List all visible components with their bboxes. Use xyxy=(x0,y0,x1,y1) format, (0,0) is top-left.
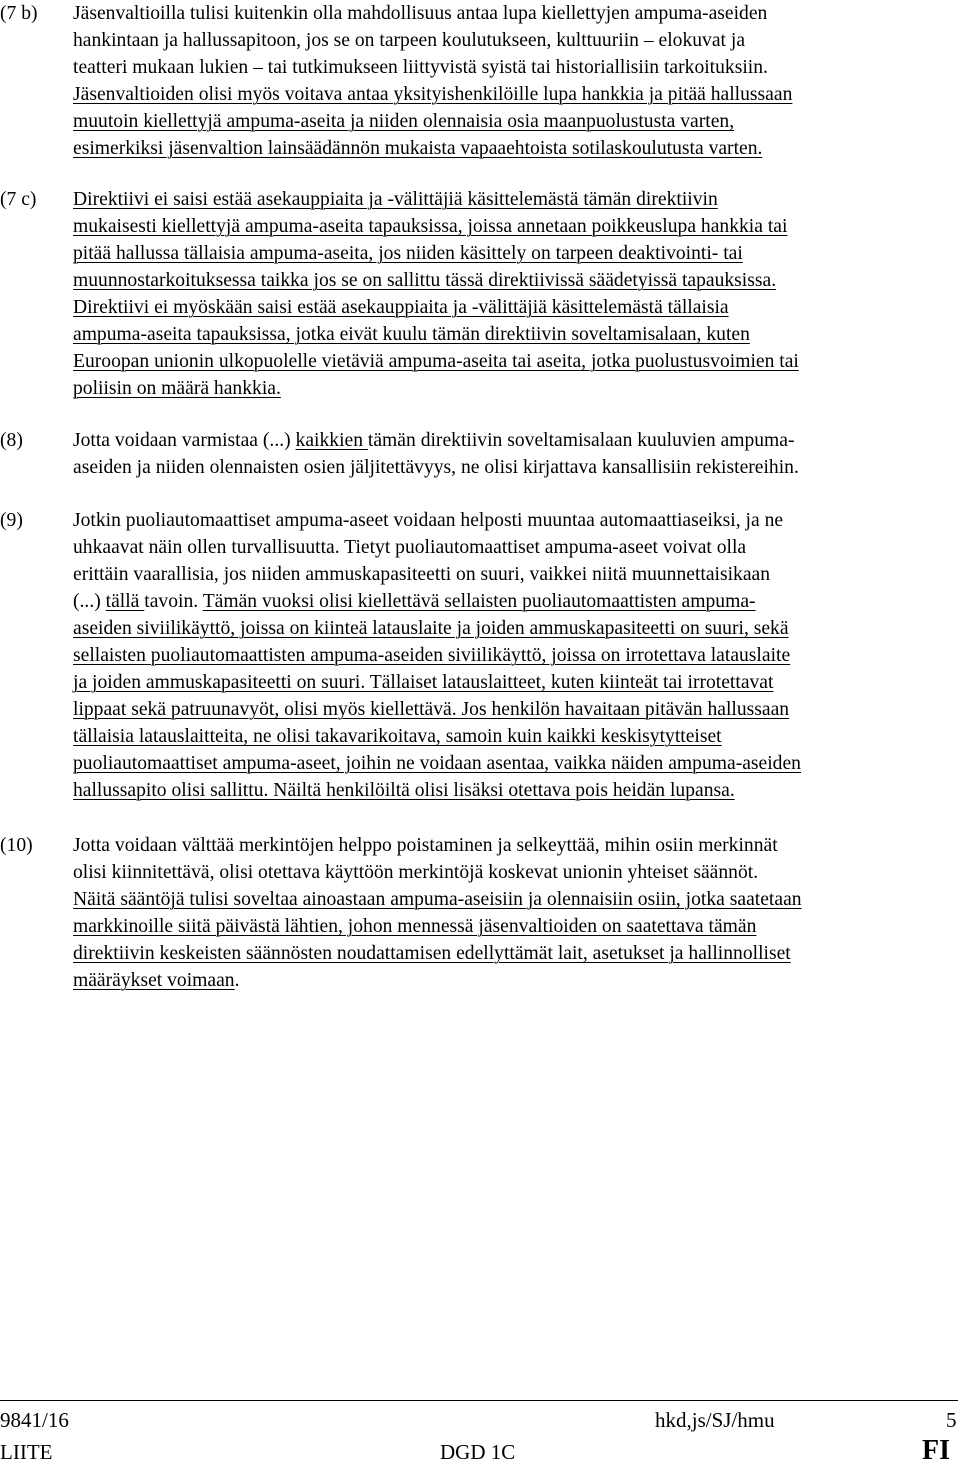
paragraph-number: (8) xyxy=(0,430,23,451)
underlined-text: direktiivin keskeisten säännösten noudattamisen edellyttämät lait, asetukset ja hallinnolliset xyxy=(73,943,791,964)
underlined-text: ampuma-aseita tapauksissa, jotka eivät kuulu tämän direktiivin soveltamisalaan, kuten xyxy=(73,324,750,345)
underlined-text: kaikkien xyxy=(295,430,368,451)
text-line xyxy=(73,0,959,27)
underlined-text: muunnostarkoituksessa taikka jos se on sallittu tässä direktiivissä säädetyissä tapauksissa. xyxy=(73,270,777,291)
text-line xyxy=(73,27,959,54)
text-line xyxy=(73,267,959,294)
paragraph-number: (10) xyxy=(0,835,33,856)
text-segment: olisi kiinnitettävä, olisi otettava käyttöön merkintöjä koskevat unionin yhteiset säännöt. xyxy=(73,862,759,883)
text-line xyxy=(73,427,959,454)
underlined-text: aseiden siviilikäyttö, joissa on kiinteä latauslaite ja joiden ammuskapasiteetti on suuri, sekä xyxy=(73,618,789,639)
text-line xyxy=(73,859,959,886)
text-line xyxy=(73,294,959,321)
text-line xyxy=(73,348,959,375)
text-segment: Jotta voidaan varmistaa (...) xyxy=(73,430,296,451)
underlined-text: Tämän vuoksi olisi kiellettävä sellaisten puoliautomaattisten ampuma- xyxy=(202,591,756,612)
text-line xyxy=(73,886,959,913)
paragraph-body xyxy=(73,427,959,481)
text-segment: Jotkin puoliautomaattiset ampuma-aseet voidaan helposti muuntaa automaattiaseiksi, ja ne xyxy=(73,510,784,531)
paragraph-number: (9) xyxy=(0,510,23,531)
text-line xyxy=(73,669,959,696)
text-segment: erittäin vaarallisia, jos niiden ammuskapasiteetti on suuri, vaikkei niitä muunnettaisikaan xyxy=(73,564,771,585)
text-line xyxy=(73,534,959,561)
underlined-text: markkinoille siitä päivästä lähtien, johon mennessä jäsenvaltioiden on saatettava tämän xyxy=(73,916,757,937)
text-line xyxy=(73,642,959,669)
text-line xyxy=(73,561,959,588)
text-segment: teatteri mukaan lukien – tai tutkimukseen liittyvistä syistä tai historiallisiin tarkoituksiin. xyxy=(73,57,768,78)
text-line xyxy=(73,135,959,162)
text-line xyxy=(73,321,959,348)
text-line xyxy=(73,454,959,481)
underlined-text: muutoin kiellettyjä ampuma-aseita ja niiden olennaisia osia maanpuolustusta varten, xyxy=(73,111,735,132)
text-segment: (...) xyxy=(73,591,106,612)
text-line xyxy=(73,750,959,777)
footer-doc-number: 9841/16 xyxy=(0,1408,69,1432)
underlined-text: poliisin on määrä hankkia. xyxy=(73,378,281,399)
footer-dg: DGD 1C xyxy=(440,1440,516,1464)
underlined-text: mukaisesti kiellettyjä ampuma-aseita tapauksissa, joissa annetaan poikkeuslupa hankkia tai xyxy=(73,216,788,237)
text-line xyxy=(73,81,959,108)
text-line xyxy=(73,940,959,967)
text-line xyxy=(73,777,959,804)
underlined-text: Jäsenvaltioiden olisi myös voitava antaa yksityishenkilöille lupa hankkia ja pitää hallussaan xyxy=(73,84,793,105)
text-segment: . xyxy=(234,970,240,991)
paragraph-body xyxy=(73,507,959,804)
paragraph-number: (7 b) xyxy=(0,3,38,24)
text-segment: uhkaavat näin ollen turvallisuutta. Tietyt puoliautomaattiset ampuma-aseet voivat olla xyxy=(73,537,747,558)
underlined-text: määräykset voimaan xyxy=(73,970,235,991)
text-line xyxy=(73,108,959,135)
paragraph-body xyxy=(73,832,959,994)
underlined-text: Euroopan unionin ulkopuolelle vietäviä ampuma-aseita tai aseita, jotka puolustusvoimien tai xyxy=(73,351,799,372)
underlined-text: hallussapito olisi sallittu. Näiltä henkilöiltä olisi lisäksi otettava pois heidän lupansa. xyxy=(73,780,735,801)
paragraph-body xyxy=(73,0,959,162)
text-line xyxy=(73,832,959,859)
footer-language-code: FI xyxy=(922,1435,950,1466)
text-line xyxy=(73,507,959,534)
underlined-text: Direktiivi ei myöskään saisi estää asekauppiaita ja -välittäjiä käsittelemästä tällaisia xyxy=(73,297,729,318)
text-segment: hankintaan ja hallussapitoon, jos se on tarpeen koulutukseen, kulttuuriin – elokuvat ja xyxy=(73,30,746,51)
footer-page-number: 5 xyxy=(946,1408,957,1432)
underlined-text: lippaat sekä patruunavyöt, olisi myös kiellettävä. Jos henkilön havaitaan pitävän hallussaan xyxy=(73,699,790,720)
footer-initials: hkd,js/SJ/hmu xyxy=(655,1408,775,1432)
text-line xyxy=(73,615,959,642)
underlined-text: pitää hallussa tällaisia ampuma-aseita, jos niiden käsittely on tarpeen deaktivointi- tai xyxy=(73,243,743,264)
text-line xyxy=(73,696,959,723)
paragraph-number: (7 c) xyxy=(0,189,37,210)
paragraph-body xyxy=(73,186,959,402)
text-line xyxy=(73,54,959,81)
underlined-text: Direktiivi ei saisi estää asekauppiaita ja -välittäjiä käsittelemästä tämän direktiivin xyxy=(73,189,718,210)
underlined-text: puoliautomaattiset ampuma-aseet, joihin ne voidaan asentaa, vaikka näiden ampuma-aseiden xyxy=(73,753,801,774)
text-line xyxy=(73,213,959,240)
text-segment: tavoin. xyxy=(144,591,203,612)
underlined-text: esimerkiksi jäsenvaltion lainsäädännön mukaista vapaaehtoista sotilaskoulutusta varten. xyxy=(73,138,763,159)
text-segment: tämän direktiivin soveltamisalaan kuuluvien ampuma- xyxy=(367,430,795,451)
text-line xyxy=(73,240,959,267)
text-line xyxy=(73,186,959,213)
text-line xyxy=(73,913,959,940)
underlined-text: ja joiden ammuskapasiteetti on suuri. Tällaiset latauslaitteet, kuten kiinteät tai irrotettavat xyxy=(73,672,774,693)
text-line xyxy=(73,588,959,615)
underlined-text: tällaisia latauslaitteita, ne olisi takavarikoitava, samoin kuin kaikki keskisytytteiset xyxy=(73,726,722,747)
underlined-text: tällä xyxy=(105,591,145,612)
footer-divider xyxy=(0,1400,958,1401)
underlined-text: sellaisten puoliautomaattisten ampuma-aseiden siviilikäyttö, joissa on irrotettava latauslaite xyxy=(73,645,791,666)
text-segment: Jäsenvaltioilla tulisi kuitenkin olla mahdollisuus antaa lupa kiellettyjen ampuma-aseiden xyxy=(73,3,768,24)
underlined-text: Näitä sääntöjä tulisi soveltaa ainoastaan ampuma-aseisiin ja olennaisiin osiin, jotka saatetaan xyxy=(73,889,802,910)
text-segment: Jotta voidaan välttää merkintöjen helppo poistaminen ja selkeyttää, mihin osiin merkinnät xyxy=(73,835,778,856)
footer-annex: LIITE xyxy=(0,1440,53,1464)
text-line xyxy=(73,723,959,750)
text-segment: aseiden ja niiden olennaisten osien jäljitettävyys, ne olisi kirjattava kansallisiin rekistereihin. xyxy=(73,457,799,478)
text-line xyxy=(73,375,959,402)
text-line xyxy=(73,967,959,994)
